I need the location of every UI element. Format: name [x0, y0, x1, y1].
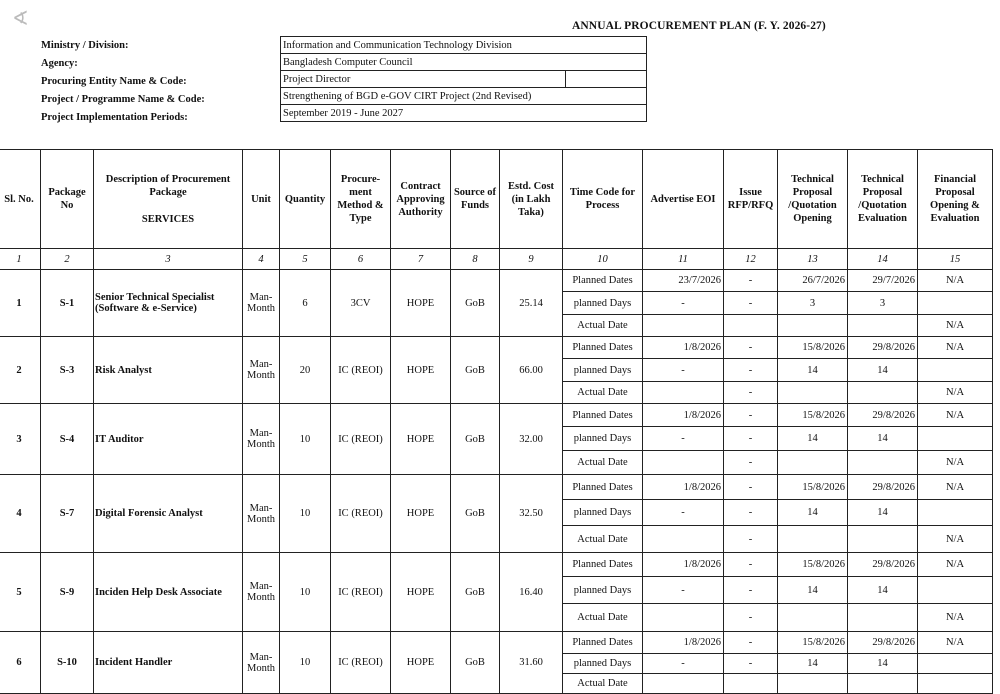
technical-opening-cell: 14	[778, 427, 848, 451]
source-of-funds-cell: GoB	[451, 337, 500, 404]
issue-rfp-cell	[724, 315, 778, 337]
advertise-eoi-cell	[643, 526, 724, 553]
time-code-cell: Planned Dates	[563, 553, 643, 577]
source-of-funds-cell: GoB	[451, 475, 500, 553]
serial-number-cell: 6	[0, 632, 41, 694]
serial-number-cell: 4	[0, 475, 41, 553]
advertise-eoi-cell: 1/8/2026	[643, 404, 724, 427]
advertise-eoi-cell: 23/7/2026	[643, 270, 724, 292]
time-code-cell: planned Days	[563, 359, 643, 382]
technical-evaluation-cell: 29/8/2026	[848, 632, 918, 654]
time-code-cell: Planned Dates	[563, 270, 643, 292]
issue-rfp-cell: -	[724, 404, 778, 427]
corner-mark-icon: ∢	[12, 8, 29, 30]
time-code-cell: Actual Date	[563, 604, 643, 632]
agency-label: Agency:	[41, 58, 78, 69]
quantity-cell: 10	[280, 553, 331, 632]
table-row	[0, 270, 993, 292]
technical-evaluation-cell	[848, 451, 918, 475]
source-of-funds-cell: GoB	[451, 270, 500, 337]
technical-evaluation-cell: 14	[848, 359, 918, 382]
package-number-cell: S-4	[41, 404, 94, 475]
advertise-eoi-cell	[643, 382, 724, 404]
column-number-cell: 10	[563, 249, 643, 270]
advertise-eoi-cell: 1/8/2026	[643, 475, 724, 500]
advertise-eoi-cell: -	[643, 500, 724, 526]
header-advertise-eoi: Advertise EOI	[643, 150, 724, 249]
financial-opening-cell	[918, 427, 993, 451]
time-code-cell: Planned Dates	[563, 337, 643, 359]
unit-cell: Man-Month	[243, 553, 280, 632]
technical-opening-cell: 14	[778, 577, 848, 604]
financial-opening-cell: N/A	[918, 270, 993, 292]
technical-opening-cell: 15/8/2026	[778, 404, 848, 427]
method-cell: IC (REOI)	[331, 632, 391, 694]
header-quantity: Quantity	[280, 150, 331, 249]
technical-evaluation-cell: 29/8/2026	[848, 475, 918, 500]
estimated-cost-cell: 31.60	[500, 632, 563, 694]
technical-evaluation-cell: 29/8/2026	[848, 553, 918, 577]
time-code-cell: planned Days	[563, 577, 643, 604]
advertise-eoi-cell: 1/8/2026	[643, 632, 724, 654]
technical-opening-cell: 3	[778, 292, 848, 315]
header-description-label: Description of Procurement Package	[105, 173, 231, 198]
column-number-cell: 9	[500, 249, 563, 270]
unit-cell: Man-Month	[243, 270, 280, 337]
project-name-label: Project / Programme Name & Code:	[41, 94, 205, 105]
source-of-funds-cell: GoB	[451, 404, 500, 475]
approving-authority-cell: HOPE	[391, 632, 451, 694]
time-code-cell: Actual Date	[563, 382, 643, 404]
advertise-eoi-cell: -	[643, 292, 724, 315]
technical-evaluation-cell: 29/7/2026	[848, 270, 918, 292]
advertise-eoi-cell: 1/8/2026	[643, 337, 724, 359]
header-source-of-funds: Source of Funds	[451, 150, 500, 249]
column-number-cell: 4	[243, 249, 280, 270]
description-cell: IT Auditor	[94, 404, 243, 475]
technical-opening-cell: 15/8/2026	[778, 553, 848, 577]
time-code-cell: Planned Dates	[563, 404, 643, 427]
issue-rfp-cell: -	[724, 337, 778, 359]
procuring-entity-value: Project Director	[281, 71, 566, 88]
implementation-period-value: September 2019 - June 2027	[281, 105, 647, 122]
time-code-cell: Planned Dates	[563, 475, 643, 500]
technical-opening-cell	[778, 604, 848, 632]
financial-opening-cell	[918, 654, 993, 674]
time-code-cell: planned Days	[563, 427, 643, 451]
time-code-cell: planned Days	[563, 292, 643, 315]
method-cell: 3CV	[331, 270, 391, 337]
technical-opening-cell	[778, 451, 848, 475]
procuring-entity-label: Procuring Entity Name & Code:	[41, 76, 187, 87]
financial-opening-cell: N/A	[918, 526, 993, 553]
serial-number-cell: 3	[0, 404, 41, 475]
technical-opening-cell: 15/8/2026	[778, 337, 848, 359]
technical-evaluation-cell: 3	[848, 292, 918, 315]
procuring-entity-code	[566, 71, 647, 88]
ministry-label: Ministry / Division:	[41, 40, 129, 51]
unit-cell: Man-Month	[243, 475, 280, 553]
advertise-eoi-cell	[643, 315, 724, 337]
header-description-sub: SERVICES	[141, 213, 195, 225]
technical-opening-cell: 14	[778, 359, 848, 382]
technical-opening-cell: 26/7/2026	[778, 270, 848, 292]
serial-number-cell: 2	[0, 337, 41, 404]
financial-opening-cell: N/A	[918, 315, 993, 337]
issue-rfp-cell: -	[724, 632, 778, 654]
technical-opening-cell: 14	[778, 654, 848, 674]
estimated-cost-cell: 25.14	[500, 270, 563, 337]
technical-evaluation-cell	[848, 604, 918, 632]
column-number-cell: 11	[643, 249, 724, 270]
financial-opening-cell	[918, 359, 993, 382]
source-of-funds-cell: GoB	[451, 632, 500, 694]
issue-rfp-cell: -	[724, 359, 778, 382]
approving-authority-cell: HOPE	[391, 553, 451, 632]
method-cell: IC (REOI)	[331, 337, 391, 404]
table-row	[0, 553, 993, 577]
time-code-cell: Actual Date	[563, 674, 643, 694]
financial-opening-cell	[918, 292, 993, 315]
unit-cell: Man-Month	[243, 404, 280, 475]
header-technical-opening: Technical Proposal /Quotation Opening	[778, 150, 848, 249]
header-sl: Sl. No.	[0, 150, 41, 249]
method-cell: IC (REOI)	[331, 475, 391, 553]
advertise-eoi-cell: -	[643, 654, 724, 674]
time-code-cell: Actual Date	[563, 451, 643, 475]
procurement-table	[0, 149, 993, 694]
time-code-cell: Actual Date	[563, 315, 643, 337]
issue-rfp-cell: -	[724, 577, 778, 604]
source-of-funds-cell: GoB	[451, 553, 500, 632]
description-cell: Senior Technical Specialist (Software & e-Service)	[94, 270, 243, 337]
financial-opening-cell	[918, 500, 993, 526]
quantity-cell: 10	[280, 404, 331, 475]
issue-rfp-cell: -	[724, 382, 778, 404]
description-cell: Risk Analyst	[94, 337, 243, 404]
column-number-cell: 12	[724, 249, 778, 270]
package-number-cell: S-10	[41, 632, 94, 694]
estimated-cost-cell: 32.00	[500, 404, 563, 475]
column-number-cell: 14	[848, 249, 918, 270]
estimated-cost-cell: 66.00	[500, 337, 563, 404]
column-number-cell: 1	[0, 249, 41, 270]
technical-opening-cell: 15/8/2026	[778, 632, 848, 654]
approving-authority-cell: HOPE	[391, 337, 451, 404]
advertise-eoi-cell: -	[643, 427, 724, 451]
technical-evaluation-cell	[848, 382, 918, 404]
advertise-eoi-cell: -	[643, 577, 724, 604]
financial-opening-cell: N/A	[918, 451, 993, 475]
column-number-cell: 15	[918, 249, 993, 270]
technical-opening-cell	[778, 526, 848, 553]
financial-opening-cell: N/A	[918, 337, 993, 359]
method-cell: IC (REOI)	[331, 404, 391, 475]
header-row	[0, 150, 993, 249]
table-row	[0, 632, 993, 654]
package-number-cell: S-3	[41, 337, 94, 404]
issue-rfp-cell: -	[724, 475, 778, 500]
time-code-cell: Planned Dates	[563, 632, 643, 654]
description-cell: Incident Handler	[94, 632, 243, 694]
project-name-value: Strengthening of BGD e-GOV CIRT Project (2nd Revised)	[281, 88, 647, 105]
issue-rfp-cell: -	[724, 451, 778, 475]
issue-rfp-cell: -	[724, 526, 778, 553]
package-number-cell: S-1	[41, 270, 94, 337]
financial-opening-cell: N/A	[918, 404, 993, 427]
issue-rfp-cell: -	[724, 292, 778, 315]
header-estimated-cost: Estd. Cost (in Lakh Taka)	[500, 150, 563, 249]
header-financial-opening: Financial Proposal Opening & Evaluation	[918, 150, 993, 249]
estimated-cost-cell: 16.40	[500, 553, 563, 632]
advertise-eoi-cell	[643, 451, 724, 475]
method-cell: IC (REOI)	[331, 553, 391, 632]
financial-opening-cell: N/A	[918, 553, 993, 577]
financial-opening-cell: N/A	[918, 604, 993, 632]
advertise-eoi-cell: -	[643, 359, 724, 382]
unit-cell: Man-Month	[243, 632, 280, 694]
package-number-cell: S-7	[41, 475, 94, 553]
description-cell: Inciden Help Desk Associate	[94, 553, 243, 632]
column-number-cell: 6	[331, 249, 391, 270]
advertise-eoi-cell: 1/8/2026	[643, 553, 724, 577]
column-number-cell: 5	[280, 249, 331, 270]
column-number-cell: 8	[451, 249, 500, 270]
issue-rfp-cell: -	[724, 553, 778, 577]
issue-rfp-cell: -	[724, 270, 778, 292]
issue-rfp-cell: -	[724, 427, 778, 451]
table-row	[0, 337, 993, 359]
technical-evaluation-cell: 14	[848, 427, 918, 451]
technical-evaluation-cell: 14	[848, 500, 918, 526]
technical-evaluation-cell: 14	[848, 654, 918, 674]
serial-number-cell: 1	[0, 270, 41, 337]
header-issue-rfp: Issue RFP/RFQ	[724, 150, 778, 249]
column-number-cell: 2	[41, 249, 94, 270]
financial-opening-cell: N/A	[918, 632, 993, 654]
document-title: ANNUAL PROCUREMENT PLAN (F. Y. 2026-27)	[572, 20, 826, 32]
implementation-period-label: Project Implementation Periods:	[41, 112, 188, 123]
table-row	[0, 404, 993, 427]
financial-opening-cell	[918, 577, 993, 604]
issue-rfp-cell: -	[724, 654, 778, 674]
description-cell: Digital Forensic Analyst	[94, 475, 243, 553]
estimated-cost-cell: 32.50	[500, 475, 563, 553]
column-number-cell: 7	[391, 249, 451, 270]
header-description	[94, 150, 243, 249]
issue-rfp-cell: -	[724, 500, 778, 526]
ministry-value: Information and Communication Technology Division	[281, 37, 647, 54]
table-row	[0, 475, 993, 500]
package-number-cell: S-9	[41, 553, 94, 632]
header-time-code: Time Code for Process	[563, 150, 643, 249]
approving-authority-cell: HOPE	[391, 404, 451, 475]
header-method: Procure-ment Method & Type	[331, 150, 391, 249]
time-code-cell: planned Days	[563, 654, 643, 674]
agency-value: Bangladesh Computer Council	[281, 54, 647, 71]
technical-evaluation-cell: 29/8/2026	[848, 404, 918, 427]
advertise-eoi-cell	[643, 604, 724, 632]
column-number-cell: 13	[778, 249, 848, 270]
header-approving-authority: Contract Approving Authority	[391, 150, 451, 249]
approving-authority-cell: HOPE	[391, 475, 451, 553]
serial-number-cell: 5	[0, 553, 41, 632]
info-labels	[41, 37, 205, 127]
technical-evaluation-cell	[848, 526, 918, 553]
technical-opening-cell	[778, 382, 848, 404]
technical-evaluation-cell: 14	[848, 577, 918, 604]
financial-opening-cell: N/A	[918, 382, 993, 404]
unit-cell: Man-Month	[243, 337, 280, 404]
quantity-cell: 10	[280, 632, 331, 694]
quantity-cell: 6	[280, 270, 331, 337]
column-number-cell: 3	[94, 249, 243, 270]
quantity-cell: 10	[280, 475, 331, 553]
info-box	[280, 36, 647, 122]
column-number-row	[0, 249, 993, 270]
technical-evaluation-cell	[848, 315, 918, 337]
technical-opening-cell	[778, 315, 848, 337]
technical-opening-cell: 14	[778, 500, 848, 526]
time-code-cell: Actual Date	[563, 526, 643, 553]
financial-opening-cell: N/A	[918, 475, 993, 500]
header-technical-evaluation: Technical Proposal /Quotation Evaluation	[848, 150, 918, 249]
technical-opening-cell: 15/8/2026	[778, 475, 848, 500]
technical-evaluation-cell: 29/8/2026	[848, 337, 918, 359]
approving-authority-cell: HOPE	[391, 270, 451, 337]
header-package: Package No	[41, 150, 94, 249]
quantity-cell: 20	[280, 337, 331, 404]
issue-rfp-cell: -	[724, 604, 778, 632]
time-code-cell: planned Days	[563, 500, 643, 526]
header-unit: Unit	[243, 150, 280, 249]
